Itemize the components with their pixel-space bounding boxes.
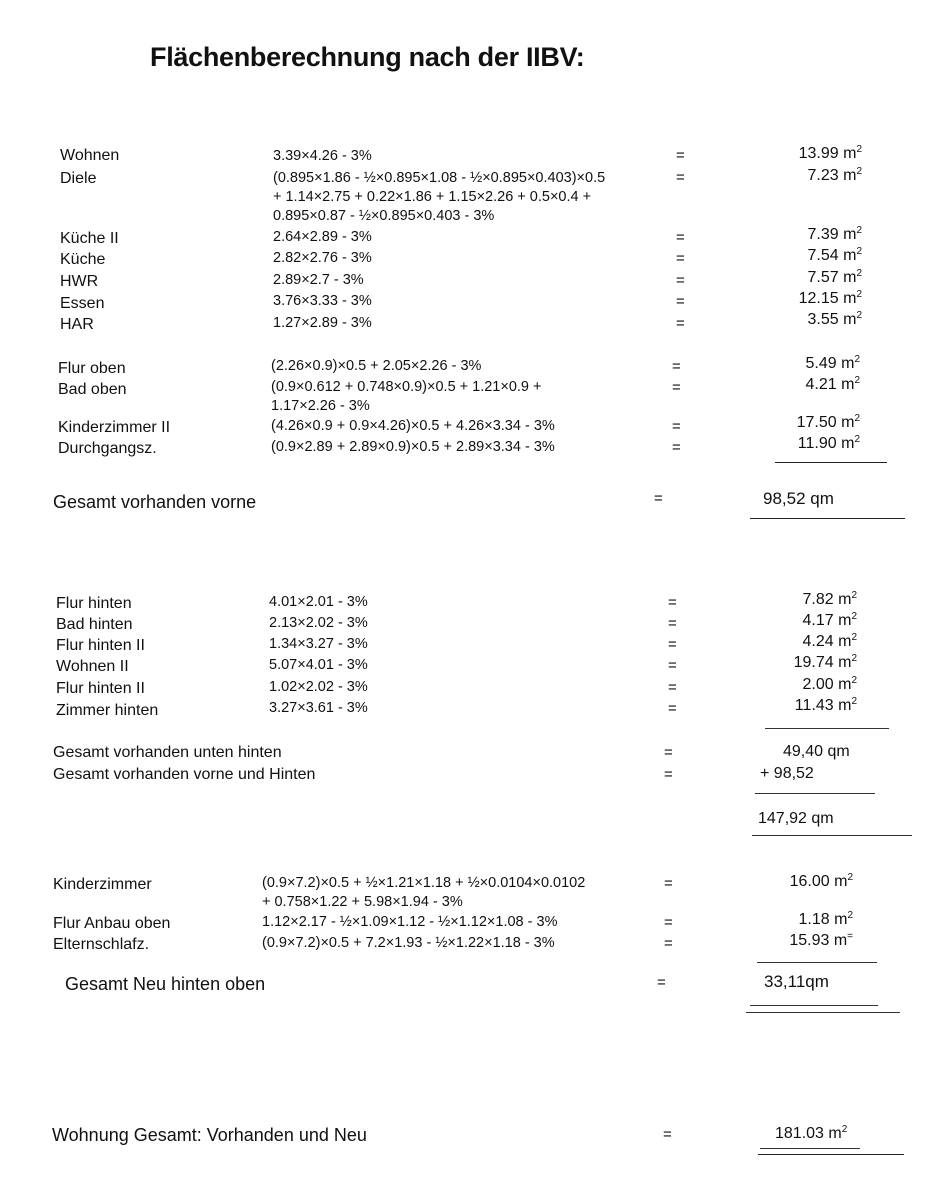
room-area: 16.00 $m^2$ bbox=[789, 872, 853, 890]
total-double-underline bbox=[750, 1005, 878, 1006]
total-double-underline bbox=[746, 1012, 900, 1013]
equals-sign: = bbox=[672, 439, 681, 456]
room-name: Flur hinten II bbox=[56, 637, 145, 654]
room-name: Bad oben bbox=[58, 381, 127, 398]
room-area: 7.82 $m^2$ bbox=[802, 590, 857, 608]
room-formula: (2.26×0.9)×0.5 + 2.05×2.26 - 3% bbox=[271, 358, 482, 374]
subtotal-underline bbox=[757, 962, 877, 963]
room-name: Bad hinten bbox=[56, 616, 133, 633]
room-area: 15.93 m= bbox=[789, 931, 853, 949]
room-area: 2.00 $m^2$ bbox=[802, 675, 857, 693]
equals-sign: = bbox=[672, 418, 681, 435]
room-formula: 3.39×4.26 - 3% bbox=[273, 148, 372, 164]
room-formula: 2.64×2.89 - 3% bbox=[273, 229, 372, 245]
total-label: Gesamt vorhanden vorne bbox=[53, 492, 257, 512]
total-underline bbox=[750, 518, 905, 519]
room-area: 4.17 $m^2$ bbox=[802, 611, 857, 629]
room-formula-cont: 0.895×0.87 - ½×0.895×0.403 - 3% bbox=[273, 208, 495, 224]
equals-sign: = bbox=[668, 679, 677, 696]
room-name: Flur hinten bbox=[56, 595, 132, 612]
equals-sign: = bbox=[672, 358, 681, 375]
equals-sign: = bbox=[676, 147, 685, 164]
room-formula-cont: + 1.14×2.75 + 0.22×1.86 + 1.15×2.26 + 0.5×0.4 + bbox=[273, 189, 592, 205]
room-formula: 1.02×2.02 - 3% bbox=[269, 679, 368, 695]
equals-sign: = bbox=[676, 293, 685, 310]
room-name: Küche bbox=[60, 251, 106, 268]
room-formula: 1.27×2.89 - 3% bbox=[273, 315, 372, 331]
room-name: Wohnen bbox=[60, 147, 120, 164]
equals-sign: = bbox=[676, 315, 685, 332]
equals-sign: = bbox=[664, 744, 673, 761]
total-label: Gesamt vorhanden vorne und Hinten bbox=[53, 766, 316, 783]
room-area: 11.90 $m^2$ bbox=[797, 434, 860, 452]
total-label: Gesamt Neu hinten oben bbox=[65, 974, 266, 994]
room-area: 7.39 $m^2$ bbox=[807, 225, 862, 243]
room-formula: 3.27×3.61 - 3% bbox=[269, 700, 368, 716]
grand-total-value: 181.03 $m^2$ bbox=[775, 1124, 848, 1142]
sum-value: 147,92 qm bbox=[758, 810, 834, 827]
equals-sign: = bbox=[664, 914, 673, 931]
total-value: + 98,52 bbox=[760, 765, 814, 782]
room-area: 17.50 $m^2$ bbox=[796, 413, 860, 431]
room-name: Zimmer hinten bbox=[56, 702, 159, 719]
grand-total-label: Wohnung Gesamt: Vorhanden und Neu bbox=[52, 1125, 367, 1145]
room-formula: (0.9×2.89 + 2.89×0.9)×0.5 + 2.89×3.34 - 3% bbox=[271, 439, 555, 455]
subtotal-underline bbox=[775, 462, 887, 463]
equals-sign: = bbox=[676, 272, 685, 289]
room-name: Flur hinten II bbox=[56, 680, 145, 697]
sum-underline bbox=[752, 835, 912, 836]
room-name: Essen bbox=[60, 295, 105, 312]
grand-total-double-underline bbox=[758, 1154, 904, 1155]
room-name: Kinderzimmer bbox=[53, 876, 152, 893]
equals-sign: = bbox=[664, 935, 673, 952]
room-name: HWR bbox=[60, 273, 99, 290]
equals-sign: = bbox=[676, 229, 685, 246]
total-value: 33,11qm bbox=[764, 972, 829, 991]
room-formula: (4.26×0.9 + 0.9×4.26)×0.5 + 4.26×3.34 - 3% bbox=[271, 418, 555, 434]
page-title: Flächenberechnung nach der IIBV: bbox=[150, 42, 585, 72]
room-name: Elternschlafz. bbox=[53, 936, 150, 953]
subtotal-underline bbox=[765, 728, 889, 729]
equals-sign: = bbox=[668, 615, 677, 632]
room-area: 1.18 $m^2$ bbox=[798, 910, 853, 928]
equals-sign: = bbox=[676, 169, 685, 186]
room-formula: 2.82×2.76 - 3% bbox=[273, 250, 372, 266]
room-formula-cont: + 0.758×1.22 + 5.98×1.94 - 3% bbox=[262, 894, 463, 910]
equals-sign: = bbox=[657, 974, 666, 991]
room-area: 5.49 $m^2$ bbox=[805, 354, 860, 372]
equals-sign: = bbox=[664, 875, 673, 892]
room-area: 11.43 $m^2$ bbox=[794, 696, 857, 714]
equals-sign: = bbox=[668, 700, 677, 717]
room-name: Flur oben bbox=[58, 360, 126, 377]
room-formula: 2.13×2.02 - 3% bbox=[269, 615, 368, 631]
room-area: 4.21 $m^2$ bbox=[805, 375, 860, 393]
equals-sign: = bbox=[654, 490, 663, 507]
room-name: Wohnen II bbox=[56, 658, 129, 675]
total-value: 98,52 qm bbox=[763, 489, 834, 508]
equals-sign: = bbox=[668, 636, 677, 653]
room-area: 19.74 $m^2$ bbox=[793, 653, 857, 671]
room-area: 7.54 $m^2$ bbox=[807, 246, 862, 264]
room-formula: (0.9×7.2)×0.5 + ½×1.21×1.18 + ½×0.0104×0.0102 bbox=[262, 875, 586, 891]
equals-sign: = bbox=[664, 766, 673, 783]
room-name: Küche II bbox=[60, 230, 119, 247]
equals-sign: = bbox=[676, 250, 685, 267]
room-formula: (0.9×0.612 + 0.748×0.9)×0.5 + 1.21×0.9 + bbox=[271, 379, 542, 395]
total-value: 49,40 qm bbox=[783, 743, 850, 760]
room-formula: 3.76×3.33 - 3% bbox=[273, 293, 372, 309]
total-label: Gesamt vorhanden unten hinten bbox=[53, 744, 282, 761]
room-area: 4.24 $m^2$ bbox=[802, 632, 857, 650]
room-formula: 1.12×2.17 - ½×1.09×1.12 - ½×1.12×1.08 - 3% bbox=[262, 914, 558, 930]
room-area: 7.57 $m^2$ bbox=[807, 268, 862, 286]
room-formula: 4.01×2.01 - 3% bbox=[269, 594, 368, 610]
equals-sign: = bbox=[668, 594, 677, 611]
room-name: Durchgangsz. bbox=[58, 440, 157, 457]
room-name: Kinderzimmer II bbox=[58, 419, 171, 436]
room-formula-cont: 1.17×2.26 - 3% bbox=[271, 398, 370, 414]
room-name: HAR bbox=[60, 316, 94, 333]
room-area: 3.55 $m^2$ bbox=[807, 310, 862, 328]
grand-total-double-underline bbox=[760, 1148, 860, 1149]
room-name: Flur Anbau oben bbox=[53, 915, 171, 932]
room-formula: 5.07×4.01 - 3% bbox=[269, 657, 368, 673]
equals-sign: = bbox=[668, 657, 677, 674]
room-name: Diele bbox=[60, 170, 97, 187]
room-area: 13.99 $m^2$ bbox=[798, 144, 862, 162]
equals-sign: = bbox=[672, 379, 681, 396]
room-area: 7.23 $m^2$ bbox=[807, 166, 862, 184]
room-formula: 2.89×2.7 - 3% bbox=[273, 272, 364, 288]
sum-underline bbox=[755, 793, 875, 794]
room-area: 12.15 $m^2$ bbox=[798, 289, 862, 307]
room-formula: (0.9×7.2)×0.5 + 7.2×1.93 - ½×1.22×1.18 - 3% bbox=[262, 935, 555, 951]
equals-sign: = bbox=[663, 1126, 672, 1143]
room-formula: 1.34×3.27 - 3% bbox=[269, 636, 368, 652]
room-formula: (0.895×1.86 - ½×0.895×1.08 - ½×0.895×0.403)×0.5 bbox=[273, 170, 606, 186]
